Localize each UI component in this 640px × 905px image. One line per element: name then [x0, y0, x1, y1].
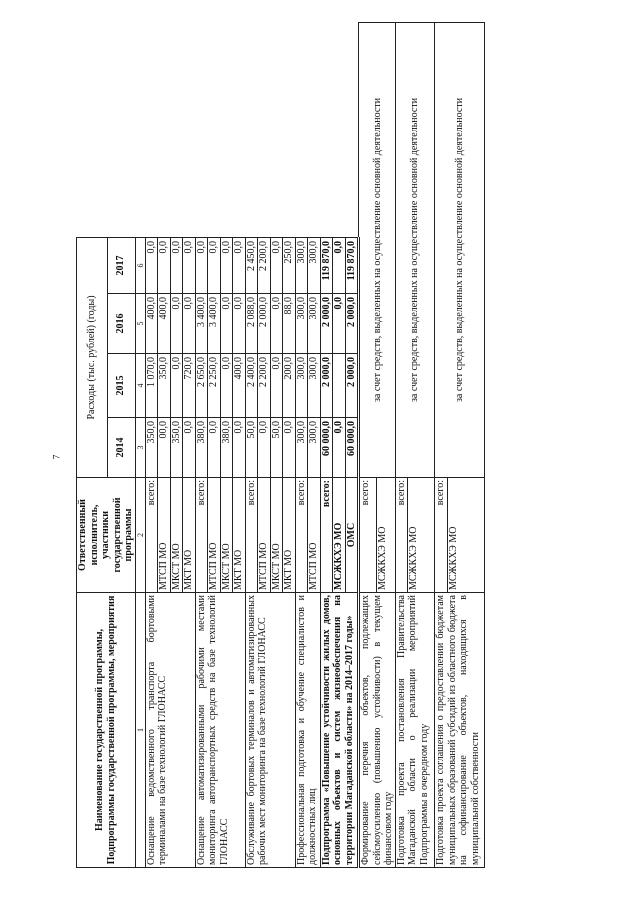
value-cell: 0,0	[283, 418, 296, 478]
program-table	[76, 22, 485, 868]
executor-cell: всего:	[245, 478, 258, 593]
value-cell: 119 870,0	[345, 237, 359, 293]
value-cell: 0,0	[220, 294, 233, 354]
value-cell: 88,0	[283, 294, 296, 354]
blank-cell	[77, 22, 146, 237]
value-cell: 2 200,0	[258, 237, 271, 293]
activity-name: Обслуживание бортовых терминалов и автоматизированных рабочих мест мониторинга на базе технологий ГЛОНАСС	[245, 593, 295, 868]
value-cell: 380,0	[195, 418, 208, 478]
activity-name: Оснащение автоматизированными рабочими местами мониторинга автотранспортных средств на базе технологий ГЛОНАСС	[195, 593, 245, 868]
executor-cell: всего:	[320, 478, 333, 593]
value-cell: 200,0	[283, 354, 296, 418]
value-cell: 300,0	[295, 418, 308, 478]
executor-cell: всего:	[145, 478, 158, 593]
executor-cell: МТСП МО	[258, 478, 271, 593]
page-number: 7	[51, 454, 62, 460]
value-cell: 0,0	[183, 418, 196, 478]
index-cell: 2	[135, 478, 145, 593]
value-cell: 2 000,0	[345, 294, 359, 354]
value-cell: 400,0	[158, 294, 171, 354]
executor-cell: МКСТ МО	[270, 478, 283, 593]
executor-cell: всего:	[359, 478, 377, 593]
value-cell: 0,0	[208, 237, 221, 293]
value-cell: 1 070,0	[145, 354, 158, 418]
value-cell: 0,0	[270, 354, 283, 418]
executor-cell: МСЖКХЭ МО	[447, 478, 484, 593]
value-cell: 350,0	[145, 418, 158, 478]
value-cell: 300,0	[308, 237, 321, 293]
value-cell: 380,0	[220, 418, 233, 478]
index-cell: 4	[135, 354, 145, 418]
value-cell: 119 870,0	[320, 237, 333, 293]
funding-note: за счет средств, выделенных на осуществление основной деятельности	[435, 22, 485, 477]
value-cell: 60 000,0	[345, 418, 359, 478]
executor-cell: МКСТ МО	[220, 478, 233, 593]
value-cell: 720,0	[183, 354, 196, 418]
value-cell: 350,0	[158, 354, 171, 418]
activity-name: Профессиональная подготовка и обучение специалистов и должностных лиц	[295, 593, 320, 868]
value-cell: 0,0	[258, 418, 271, 478]
value-cell: 0,0	[220, 354, 233, 418]
index-cell: 3	[135, 418, 145, 478]
value-cell: 0,0	[233, 237, 246, 293]
value-cell: 0,0	[270, 294, 283, 354]
year-2014: 2014	[107, 418, 135, 478]
activity-name: Подготовка проекта постановления Правительства Магаданской области о реализации мероприятий Подпрограммы в очередном году	[395, 593, 435, 868]
executor-cell: МСЖКХЭ МО	[333, 478, 346, 593]
year-2016: 2016	[107, 294, 135, 354]
value-cell: 2 200,0	[258, 354, 271, 418]
value-cell: 0,0	[220, 237, 233, 293]
rotated-page	[76, 23, 576, 868]
value-cell: 0,0	[158, 237, 171, 293]
value-cell: 60 000,0	[320, 418, 333, 478]
executor-cell: ОМС	[345, 478, 359, 593]
funding-note: за счет средств, выделенных на осуществление основной деятельности	[359, 22, 396, 477]
executor-cell: всего:	[435, 478, 448, 593]
index-cell: 1	[135, 593, 145, 868]
executor-cell: МТСП МО	[308, 478, 321, 593]
executor-cell: МКСТ МО	[170, 478, 183, 593]
executor-cell: МКТ МО	[183, 478, 196, 593]
value-cell: 0,0	[233, 294, 246, 354]
executor-cell: МКТ МО	[233, 478, 246, 593]
value-cell: 50,0	[270, 418, 283, 478]
activity-name: Подготовка проекта соглашения о предоставлении бюджетам муниципальных образований субсидий из областного бюджета на софинансирование объектов, находящихся в муниципальной собственности	[435, 593, 485, 868]
value-cell: 300,0	[295, 354, 308, 418]
value-cell: 0,0	[170, 294, 183, 354]
value-cell: 2 650,0	[195, 354, 208, 418]
index-cell: 5	[135, 294, 145, 354]
value-cell: 3 400,0	[208, 294, 221, 354]
value-cell: 50,0	[245, 418, 258, 478]
year-2015: 2015	[107, 354, 135, 418]
executor-cell: МТСП МО	[208, 478, 221, 593]
executor-cell: всего:	[295, 478, 308, 593]
value-cell: 2 000,0	[320, 354, 333, 418]
value-cell: 0,0	[170, 237, 183, 293]
header-name: Наименование государственной программы, Подпрограммы государственной программы, мероприятия	[77, 593, 136, 868]
year-2017: 2017	[107, 237, 135, 293]
executor-cell: МТСП МО	[158, 478, 171, 593]
value-cell: 0,0	[208, 418, 221, 478]
activity-name: Оснащение ведомственного транспорта бортовыми терминалами на базе технологий ГЛОНАСС	[145, 593, 195, 868]
value-cell: 300,0	[295, 294, 308, 354]
value-cell: 300,0	[295, 237, 308, 293]
value-cell: 300,0	[308, 418, 321, 478]
header-executor: Ответственный исполнитель, участники государственной программы	[77, 478, 136, 593]
value-cell: 0,0	[170, 354, 183, 418]
value-cell: 2 250,0	[208, 354, 221, 418]
value-cell: 2 450,0	[245, 237, 258, 293]
value-cell	[333, 354, 346, 418]
value-cell: 0,0	[333, 237, 346, 293]
value-cell: 250,0	[283, 237, 296, 293]
value-cell: 0,0	[195, 237, 208, 293]
value-cell: 0,0	[183, 294, 196, 354]
value-cell: 0,0	[333, 294, 346, 354]
subprogram-name: Подпрограмма «Повышение устойчивости жилых домов, основных объектов и систем жизнеобеспечения на территории Магаданской области» на 2014–2017 годы»	[320, 593, 359, 868]
value-cell: 2 000,0	[320, 294, 333, 354]
value-cell: 00,0	[158, 418, 171, 478]
value-cell: 0,0	[333, 418, 346, 478]
value-cell: 0,0	[233, 418, 246, 478]
value-cell: 3 400,0	[195, 294, 208, 354]
value-cell: 300,0	[308, 294, 321, 354]
value-cell: 0,0	[145, 237, 158, 293]
value-cell: 2 000,0	[258, 294, 271, 354]
header-costs: Расходы (тыс. рублей) (годы)	[77, 237, 108, 477]
value-cell: 2 088,0	[245, 294, 258, 354]
value-cell: 0,0	[270, 237, 283, 293]
funding-note: за счет средств, выделенных на осуществление основной деятельности	[395, 22, 435, 477]
executor-cell: всего:	[195, 478, 208, 593]
value-cell: 2 400,0	[245, 354, 258, 418]
executor-cell: всего:	[395, 478, 408, 593]
value-cell: 300,0	[308, 354, 321, 418]
value-cell: 350,0	[170, 418, 183, 478]
executor-cell: МСЖКХЭ МО	[376, 478, 395, 593]
activity-name: Формирование перечня объектов, подлежащих сейсмоусилению (повышению устойчивости) в текущем финансовом году	[359, 593, 396, 868]
value-cell: 400,0	[145, 294, 158, 354]
value-cell: 400,0	[233, 354, 246, 418]
executor-cell: МСЖКХЭ МО	[408, 478, 435, 593]
value-cell: 0,0	[183, 237, 196, 293]
executor-cell: МКТ МО	[283, 478, 296, 593]
value-cell: 2 000,0	[345, 354, 359, 418]
index-cell: 6	[135, 237, 145, 293]
